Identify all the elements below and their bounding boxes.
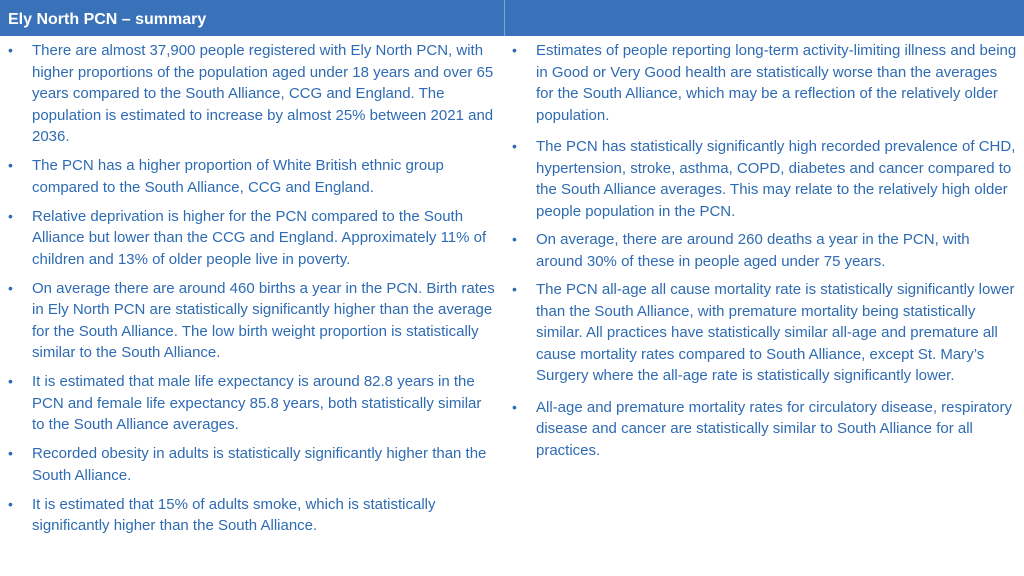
- list-item-text: On average there are around 460 births a year in the PCN. Birth rates in Ely North PCN are statistically significantly higher than the average for the South Alliance. The low birth weight proportion is statistically similar to the South Alliance.: [32, 279, 495, 361]
- list-item-text: Estimates of people reporting long-term activity-limiting illness and being in Good or Very Good health are statistically worse than the averages for the South Alliance, which may be a reflection of the relatively older population.: [536, 42, 1017, 124]
- bullet-icon: •: [8, 445, 13, 461]
- bullet-icon: •: [8, 207, 13, 224]
- list-item: [8, 40, 498, 148]
- list-item: [8, 494, 498, 537]
- list-item: [512, 229, 1018, 272]
- bullet-icon: •: [512, 231, 517, 247]
- bullet-icon: •: [512, 281, 517, 297]
- list-item: [512, 279, 1018, 387]
- right-column: [512, 40, 1018, 471]
- list-item-text: The PCN has a higher proportion of White British ethnic group compared to the South Alliance, CCG and England.: [32, 157, 444, 196]
- bullet-icon: •: [512, 138, 517, 154]
- title-bar: [0, 0, 1024, 36]
- list-item: [512, 397, 1018, 462]
- list-item: [8, 443, 498, 486]
- list-item: [8, 371, 498, 436]
- list-item: [512, 40, 1018, 126]
- bullet-icon: •: [512, 398, 517, 415]
- list-item-text: All-age and premature mortality rates for circulatory disease, respiratory disease and cancer are statistically similar to South Alliance for all practices.: [536, 398, 1013, 459]
- list-item-text: Relative deprivation is higher for the PCN compared to the South Alliance but lower than the CCG and England. Approximately 11% of children and 13% of older people live in poverty.: [32, 207, 487, 268]
- left-column: [8, 40, 498, 544]
- page-title: Ely North PCN – summary: [8, 11, 207, 28]
- right-bullet-list: [512, 40, 1018, 461]
- list-item: [8, 206, 498, 271]
- list-item-text: It is estimated that male life expectancy is around 82.8 years in the PCN and female life expectancy 85.8 years, both statistically similar to the South Alliance averages.: [32, 373, 482, 433]
- list-item-text: There are almost 37,900 people registered with Ely North PCN, with higher proportions of the population aged under 18 years and over 65 years compared to the South Alliance, CCG and England. The population is estimated to increase by almost 25% between 2021 and 2036.: [32, 42, 494, 145]
- bullet-icon: •: [512, 42, 517, 58]
- list-item: [8, 278, 498, 364]
- header-divider: [504, 0, 505, 36]
- list-item-text: It is estimated that 15% of adults smoke, which is statistically significantly higher than the South Alliance.: [32, 495, 436, 534]
- list-item-text: On average, there are around 260 deaths a year in the PCN, with around 30% of these in people aged under 75 years.: [536, 231, 970, 270]
- bullet-icon: •: [8, 42, 13, 58]
- bullet-icon: •: [8, 157, 13, 173]
- list-item-text: The PCN all-age all cause mortality rate is statistically significantly lower than the South Alliance, with premature mortality being statistically similar. All practices have statistically similar all-age and premature all cause mortality rates compared to South Alliance, except St. Mary’s Surgery where the all-age rate is statistically significantly lower.: [536, 281, 1015, 384]
- bullet-icon: •: [8, 495, 13, 512]
- left-bullet-list: [8, 40, 498, 537]
- bullet-icon: •: [8, 373, 13, 389]
- bullet-icon: •: [8, 279, 13, 296]
- list-item-text: Recorded obesity in adults is statistically significantly higher than the South Alliance.: [32, 445, 487, 484]
- list-item: [8, 155, 498, 198]
- list-item-text: The PCN has statistically significantly high recorded prevalence of CHD, hypertension, stroke, asthma, COPD, diabetes and cancer compared to the South Alliance averages. This may relate to the relatively high older people population in the PCN.: [536, 138, 1016, 220]
- list-item: [512, 136, 1018, 222]
